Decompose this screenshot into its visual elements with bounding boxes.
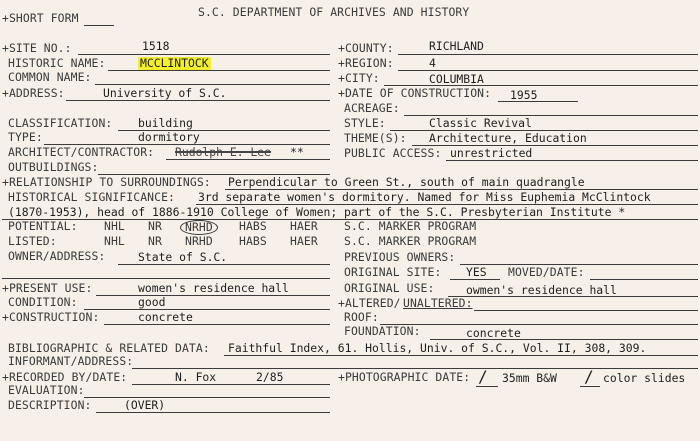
rule xyxy=(95,84,330,85)
previous-owners-label: PREVIOUS OWNERS: xyxy=(344,250,456,264)
rule xyxy=(224,355,698,356)
rule xyxy=(580,386,600,387)
rule xyxy=(84,309,330,310)
site-no-label: +SITE NO.: xyxy=(2,41,72,55)
site-no-value: 1518 xyxy=(142,39,170,53)
rule xyxy=(380,324,698,325)
bibliography-label: BIBLIOGRAPHIC & RELATED DATA: xyxy=(8,341,210,355)
listed-nhl: NHL xyxy=(104,234,125,248)
potential-nr: NR xyxy=(148,219,162,233)
rule xyxy=(166,159,330,160)
rule xyxy=(132,384,330,385)
listed-habs: HABS xyxy=(239,234,267,248)
rule xyxy=(2,278,330,279)
moved-date-label: MOVED/DATE: xyxy=(508,265,585,279)
construction-date-value: 1955 xyxy=(510,88,538,102)
roof-label: ROOF: xyxy=(344,310,379,324)
present-use-label: +PRESENT USE: xyxy=(2,281,93,295)
historic-name-label: HISTORIC NAME: xyxy=(8,56,106,70)
address-value: University of S.C. xyxy=(103,86,227,100)
classification-value: building xyxy=(138,116,193,130)
potential-nrhd: NRHD xyxy=(180,220,218,235)
rule xyxy=(476,386,498,387)
public-access-value: unrestricted xyxy=(450,146,533,160)
rule xyxy=(104,324,330,325)
agency-title: S.C. DEPARTMENT OF ARCHIVES AND HISTORY xyxy=(198,5,470,19)
rule xyxy=(132,368,698,369)
original-site-label: ORIGINAL SITE: xyxy=(344,265,442,279)
rule xyxy=(590,279,698,280)
informant-label: INFORMANT/ADDRESS: xyxy=(8,354,134,368)
rule xyxy=(498,101,578,102)
bibliography-value: Faithful Index, 61. Hollis, Univ. of S.C., Vol. II, 308, 309. xyxy=(228,341,647,355)
recorded-label: +RECORDED BY/DATE: xyxy=(2,370,128,384)
city-value: COLUMBIA xyxy=(429,72,484,86)
photo-color-check: / xyxy=(584,367,594,386)
construction-date-label: +DATE OF CONSTRUCTION: xyxy=(338,86,492,100)
recorded-by-value: N. Fox xyxy=(175,370,217,384)
evaluation-label: EVALUATION: xyxy=(8,383,85,397)
original-use-label: ORIGINAL USE: xyxy=(344,281,435,295)
rule xyxy=(118,264,330,265)
city-label: +CITY: xyxy=(338,71,380,85)
common-name-label: COMMON NAME: xyxy=(8,70,92,84)
rule xyxy=(78,54,330,55)
potential-nhl: NHL xyxy=(104,219,125,233)
potential-haer: HAER xyxy=(290,219,318,233)
rule xyxy=(474,310,698,311)
type-label: TYPE: xyxy=(8,130,43,144)
theme-value: Architecture, Education xyxy=(429,131,587,145)
rule xyxy=(96,295,330,296)
historic-name-value: MCCLINTOCK xyxy=(140,56,209,70)
listed-nr: NR xyxy=(148,234,162,248)
potential-habs: HABS xyxy=(239,219,267,233)
owner-value: State of S.C. xyxy=(138,250,228,264)
photo-date-label: +PHOTOGRAPHIC DATE: xyxy=(338,370,471,384)
style-label: STYLE: xyxy=(344,116,386,130)
county-value: RICHLAND xyxy=(429,39,484,53)
foundation-value: concrete xyxy=(466,326,521,340)
classification-label: CLASSIFICATION: xyxy=(8,116,113,130)
listed-marker: S.C. MARKER PROGRAM xyxy=(344,234,477,248)
rule xyxy=(398,54,698,55)
rule xyxy=(108,70,330,71)
significance-line-2: (1870-1953), head of 1886-1910 College of Women; part of the S.C. Presbyterian Institute * xyxy=(8,205,626,219)
present-use-value: women's residence hall xyxy=(138,281,289,295)
unaltered-label: UNALTERED: xyxy=(403,296,473,310)
rule xyxy=(430,339,698,340)
form-type: +SHORT FORM xyxy=(2,11,79,25)
foundation-label: FOUNDATION: xyxy=(344,324,421,338)
relationship-value: Perpendicular to Green St., south of main quadrangle xyxy=(228,175,585,189)
recorded-date-value: 2/85 xyxy=(256,370,284,384)
description-value: (OVER) xyxy=(124,398,166,412)
rule xyxy=(96,412,330,413)
construction-value: concrete xyxy=(138,310,193,324)
architect-label: ARCHITECT/CONTRACTOR: xyxy=(8,145,155,159)
address-label: +ADDRESS: xyxy=(2,86,65,100)
altered-label: +ALTERED/ xyxy=(338,296,401,310)
condition-label: CONDITION: xyxy=(8,295,78,309)
type-value: dormitory xyxy=(138,130,200,144)
photo-bw-value: 35mm B&W xyxy=(502,371,557,385)
architect-note: ** xyxy=(290,145,304,159)
construction-label: +CONSTRUCTION: xyxy=(2,310,100,324)
relationship-label: +RELATIONSHIP TO SURROUNDINGS: xyxy=(2,175,211,189)
acreage-label: ACREAGE: xyxy=(344,101,400,115)
rule xyxy=(84,397,330,398)
photo-color-value: color slides xyxy=(603,371,686,385)
original-use-value: owmen's residence hall xyxy=(466,283,617,297)
potential-label: POTENTIAL: xyxy=(8,219,78,233)
listed-label: LISTED: xyxy=(8,234,57,248)
condition-value: good xyxy=(138,295,166,309)
rule xyxy=(398,70,698,71)
description-label: DESCRIPTION: xyxy=(8,398,92,412)
original-site-value: YES xyxy=(466,265,487,279)
outbuildings-label: OUTBUILDINGS: xyxy=(8,160,99,174)
rule xyxy=(66,100,330,101)
region-label: +REGION: xyxy=(338,56,394,70)
listed-haer: HAER xyxy=(290,234,318,248)
significance-label: HISTORICAL SIGNIFICANCE: xyxy=(8,190,175,204)
region-value: 4 xyxy=(429,56,436,70)
form-type-line xyxy=(84,25,114,26)
theme-label: THEME(S): xyxy=(344,131,407,145)
rule xyxy=(450,279,500,280)
style-value: Classic Revival xyxy=(429,116,532,130)
listed-nrhd: NRHD xyxy=(185,234,213,248)
rule xyxy=(446,160,698,161)
public-access-label: PUBLIC ACCESS: xyxy=(344,146,442,160)
owner-label: OWNER/ADDRESS: xyxy=(8,249,106,263)
photo-bw-check: / xyxy=(478,367,488,386)
rule xyxy=(448,296,698,297)
county-label: +COUNTY: xyxy=(338,41,394,55)
significance-line-1: 3rd separate women's dormitory. Named for Miss Euphemia McClintock xyxy=(198,190,651,204)
architect-value: Rudolph E. Lee xyxy=(175,145,272,159)
potential-marker: S.C. MARKER PROGRAM xyxy=(344,219,477,233)
